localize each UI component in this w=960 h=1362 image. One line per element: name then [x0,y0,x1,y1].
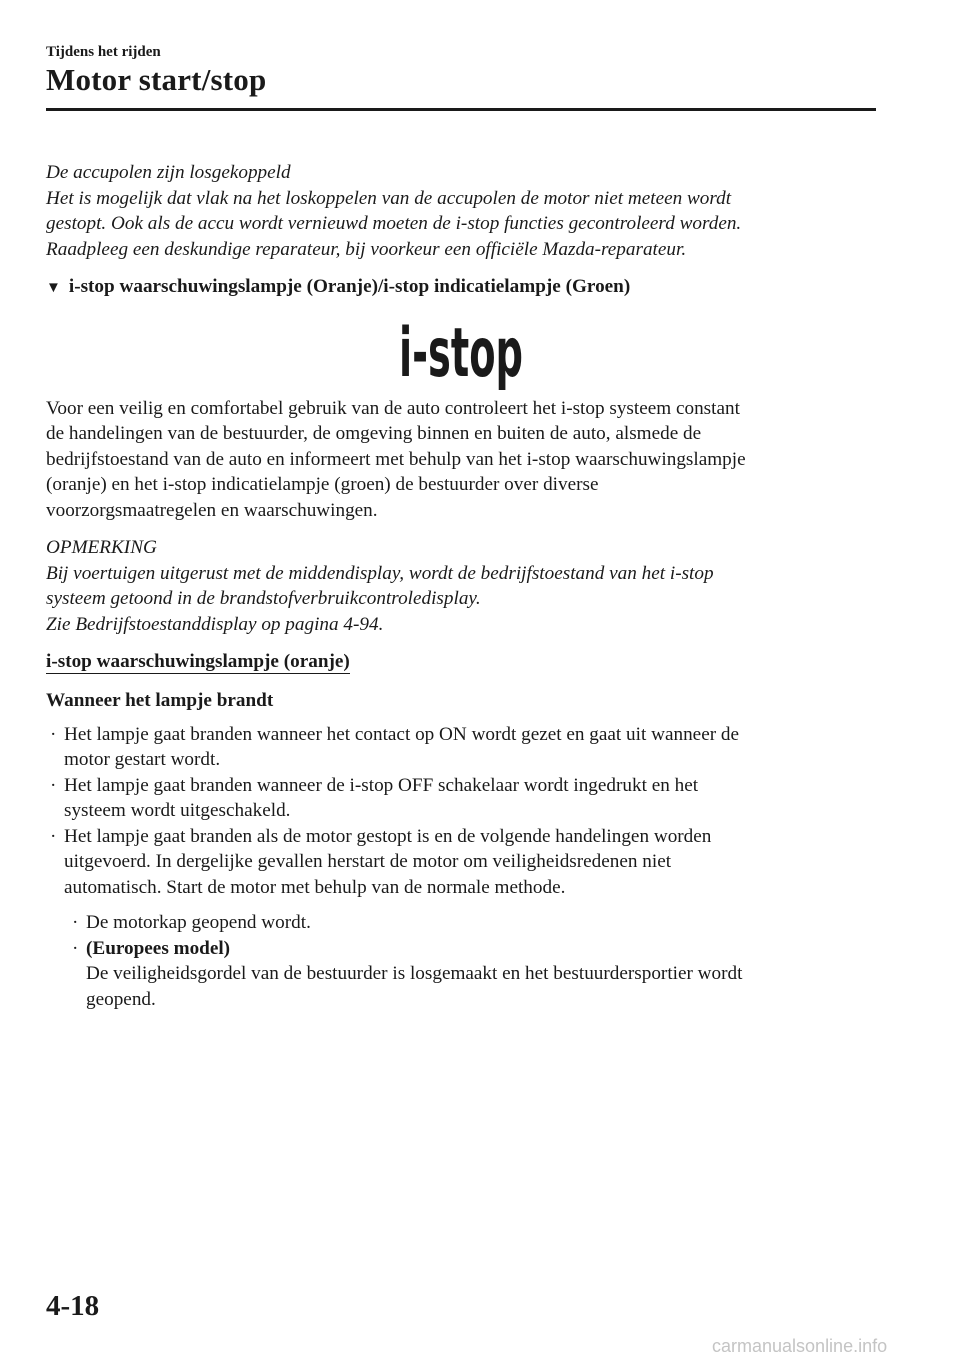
page-content [46,160,876,1020]
list-item [46,824,876,901]
watermark: carmanualsonline.info [712,1336,888,1356]
title-rule [46,108,876,111]
battery-heading: De accupolen zijn losgekoppeld [46,162,291,183]
triangle-marker-icon: ▼ [46,280,61,296]
bullet-dot: · [50,723,57,745]
bullet-dot: · [72,912,79,933]
lamp-section-heading [46,274,876,302]
list-item [46,722,876,773]
paragraph-line: (oranje) en het i-stop indicatielampje (groen) de bestuurder over diverse [46,474,599,495]
paragraph-line: voorzorgsmaatregelen en waarschuwingen. [46,499,378,521]
section-label: Tijdens het rijden [46,44,161,60]
note-text [46,561,876,638]
page-title: Motor start/stop [46,62,267,97]
list-item-line: Het lampje gaat branden wanneer de i-stop OFF schakelaar wordt ingedrukt en het [64,774,699,796]
sub-list-item-label: (Europees model) [86,937,231,959]
list-item-line: Het lampje gaat branden als de motor gestopt is en de volgende handelingen worden [64,825,712,847]
lamp-paragraph [46,396,876,524]
list-item [46,773,876,824]
note-line: Bij voertuigen uitgerust met de middendisplay, wordt de bedrijfstoestand van het i-stop [46,562,714,584]
page-number: 4-18 [46,1290,100,1322]
sub-list-item [68,910,876,936]
battery-line: Het is mogelijk dat vlak na het loskoppelen van de accupolen de motor niet meteen wordt [46,187,732,209]
when-lamp-on-heading: Wanneer het lampje brandt [46,690,274,711]
orange-lamp-heading: i-stop waarschuwingslampje (oranje) [46,651,350,672]
sub-list-item [68,936,876,1013]
condition-list [46,722,876,901]
note-line: systeem getoond in de brandstofverbruikcontroledisplay. [46,588,481,609]
battery-line: Raadpleeg een deskundige reparateur, bij voorkeur een officiële Mazda-reparateur. [46,238,687,260]
bullet-dot: · [50,825,57,847]
note-heading: OPMERKING [46,537,157,558]
list-item-line: uitgevoerd. In dergelijke gevallen herstart de motor om veiligheidsredenen niet [64,851,672,872]
i-stop-logo-text: i-stop [399,313,523,393]
sub-list-item-line: De motorkap geopend wordt. [86,912,311,933]
list-item-line: Het lampje gaat branden wanneer het contact op ON wordt gezet en gaat uit wanneer de [64,723,740,745]
paragraph-line: Voor een veilig en comfortabel gebruik van de auto controleert het i-stop systeem constant [46,397,740,419]
list-item-line: systeem wordt uitgeschakeld. [64,800,291,821]
sub-list-item-line: De veiligheidsgordel van de bestuurder is losgemaakt en het bestuurdersportier wordt [86,963,743,984]
note-line: Zie Bedrijfstoestanddisplay op pagina 4-94. [46,613,384,635]
list-item-line: automatisch. Start de motor met behulp van de normale methode. [64,876,566,898]
list-item-line: motor gestart wordt. [64,749,221,770]
battery-line: gestopt. Ook als de accu wordt vernieuwd moeten de i-stop functies gecontroleerd worden. [46,213,742,234]
bullet-dot: · [50,774,57,796]
battery-text [46,186,876,263]
lamp-section-title: i-stop waarschuwingslampje (Oranje)/i-stop indicatielampje (Groen) [68,276,631,297]
sub-condition-list [46,910,876,1012]
sub-list-item-line: geopend. [86,988,156,1010]
bullet-dot: · [72,937,79,959]
paragraph-line: bedrijfstoestand van de auto en informeert met behulp van het i-stop waarschuwingslampje [46,448,746,470]
paragraph-line: de handelingen van de bestuurder, de omgeving binnen en buiten de auto, alsmede de [46,423,702,444]
i-stop-indicator-icon [46,313,876,393]
